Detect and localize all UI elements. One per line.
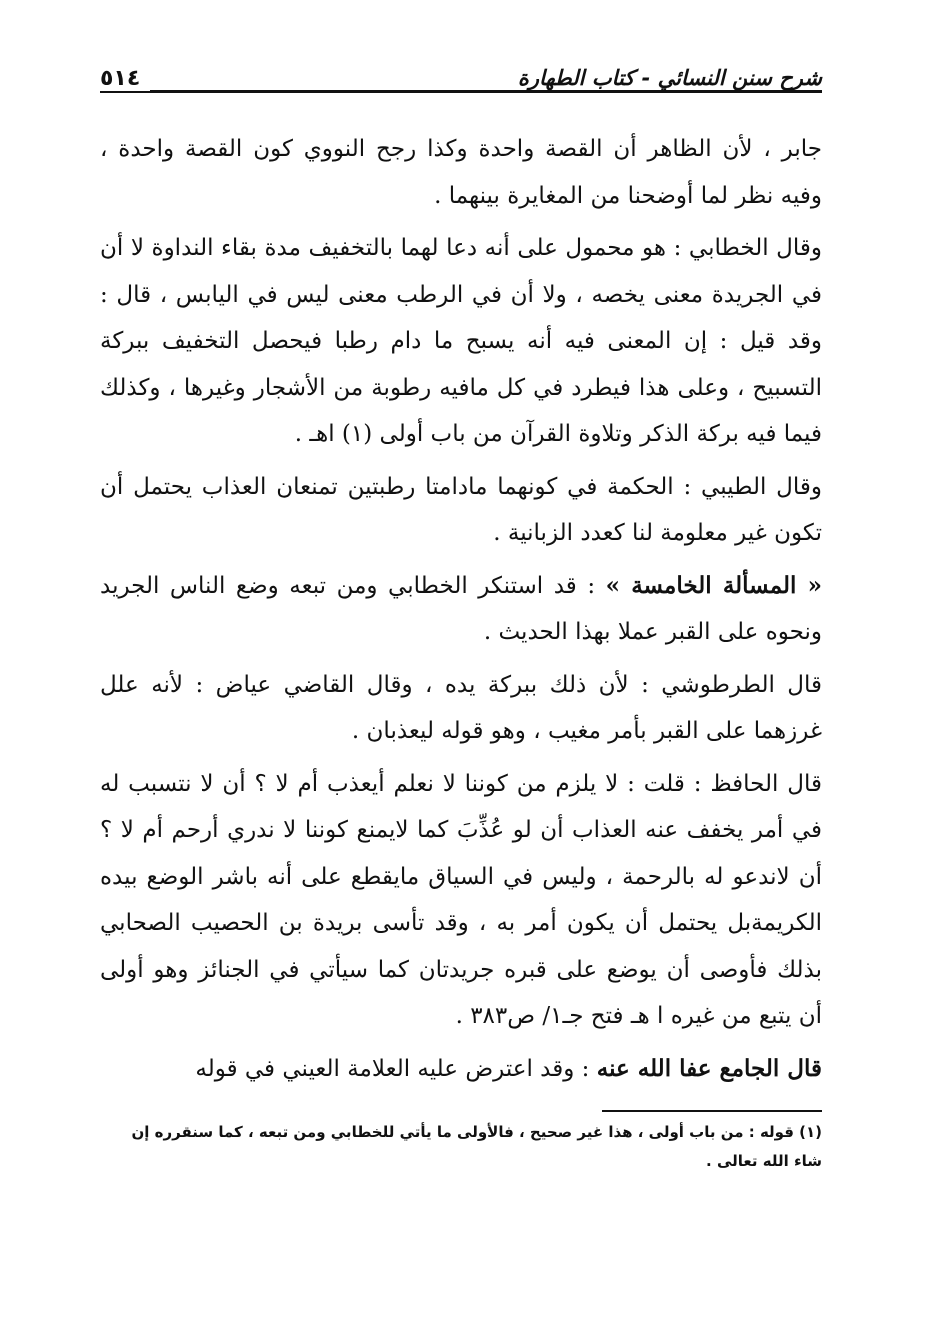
page-number: ٥١٤: [100, 66, 150, 91]
paragraph-5: قال الطرطوشي : لأن ذلك ببركة يده ، وقال القاضي عياض : لأنه علل غرزهما على القبر بأمر مغيب ، وهو قوله ليعذبان .: [100, 671, 822, 744]
paragraph-4: « المسألة الخامسة » : قد استنكر الخطابي ومن تبعه وضع الناس الجريد ونحوه على القبر عملا بهذا الحديث .: [100, 571, 822, 645]
paragraph-7: قال الجامع عفا الله عنه : وقد اعترض عليه العلامة العيني في قوله: [195, 1054, 822, 1082]
section-heading: « المسألة الخامسة »: [605, 571, 822, 599]
paragraph-3: وقال الطيبي : الحكمة في كونهما مادامتا رطبتين تمنعان العذاب يحتمل أن تكون غير معلومة لنا كعدد الزبانية .: [100, 473, 822, 546]
running-title: شرح سنن النسائي - كتاب الطهارة: [508, 66, 822, 90]
page: [100, 60, 822, 1176]
page-header: [100, 60, 822, 104]
header-rule: [100, 90, 822, 93]
paragraph-1: جابر ، لأن الظاهر أن القصة واحدة وكذا رجح النووي كون القصة واحدة ، وفيه نظر لما أوضحنا من المغايرة بينهما .: [100, 136, 823, 209]
footnote-rule: [602, 1110, 822, 1112]
body-text: [100, 126, 822, 1092]
footnote: (١) قوله : من باب أولى ، هذا غير صحيح ، فالأولى ما يأتي للخطابي ومن تبعه ، كما سنقرره إن شاء الله تعالى .: [131, 1123, 822, 1170]
author-note-lead: قال الجامع عفا الله عنه: [596, 1054, 822, 1082]
paragraph-6: قال الحافظ : قلت : لا يلزم من كوننا لا نعلم أيعذب أم لا ؟ أن لا نتسبب له في أمر يخفف عنه العذاب أن لو عُذِّبَ كما لايمنع كوننا لا ندري أرحم أم لا ؟ أن لاندعو له بالرحمة ، وليس في السياق مايقطع على أنه باشر الوضع بيده الكريمةبل يحتمل أن يكون أمر به ، وقد تأسى بريدة بن الحصيب الصحابي بذلك فأوصى أن يوضع على قبره جريدتان كما سيأتي في الجنائز وهو أولى أن يتبع من غيره ا هـ فتح جـ١/ ص٣٨٣ .: [100, 770, 822, 1029]
paragraph-2: وقال الخطابي : هو محمول على أنه دعا لهما بالتخفيف مدة بقاء النداوة لا أن في الجريدة معنى يخصه ، ولا أن في الرطب معنى ليس في اليابس ، قال : وقد قيل : إن المعنى فيه أنه يسبح ما دام رطبا فيحصل التخفيف ببركة التسبيح ، وعلى هذا فيطرد في كل مافيه رطوبة من الأشجار وغيرها ، وكذلك فيما فيه بركة الذكر وتلاوة القرآن من باب أولى (١) اهـ .: [100, 235, 822, 447]
